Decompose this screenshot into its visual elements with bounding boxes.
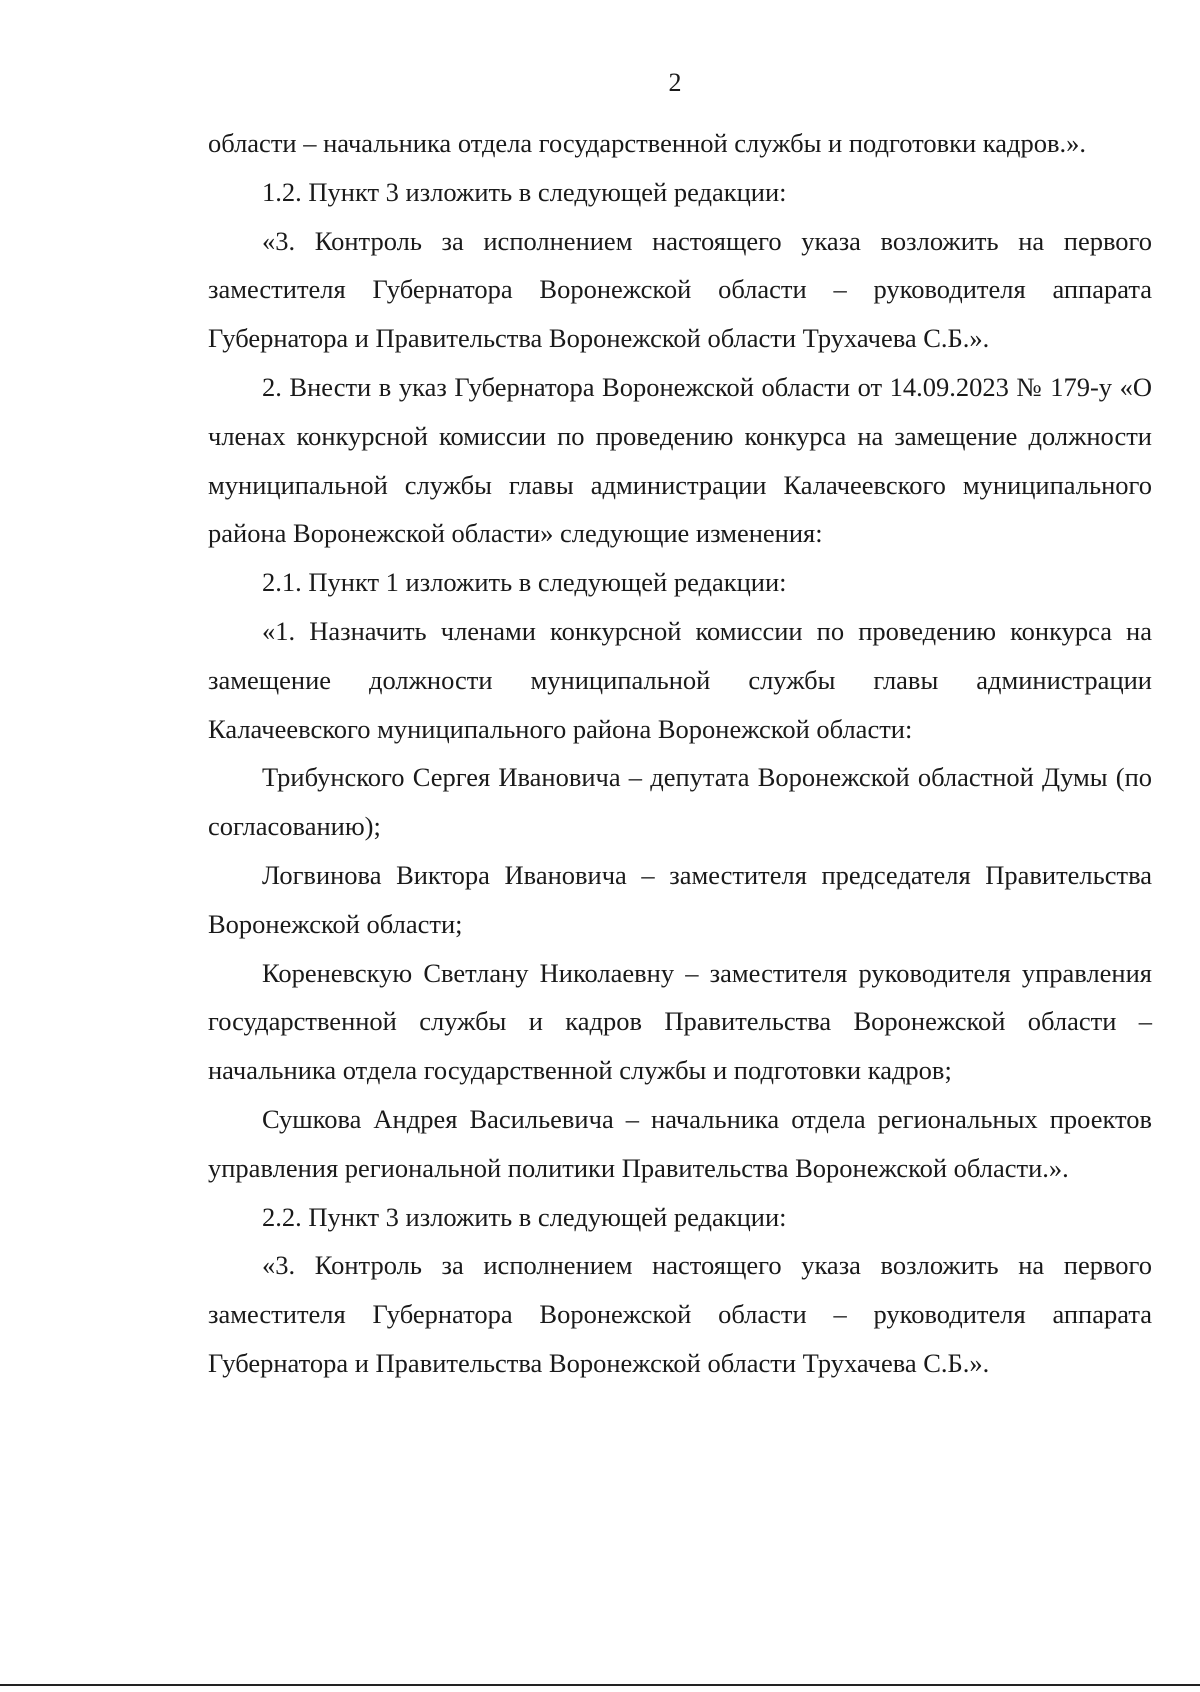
paragraph-2-2-quote: «3. Контроль за исполнением настоящего указа возложить на первого заместителя Губернатора Воронежской области – руководителя аппарата Губернатора и Правительства Воронежской области Трухачева С.Б.». [208, 1250, 1152, 1378]
paragraph-2-2: 2.2. Пункт 3 изложить в следующей редакции: [262, 1201, 787, 1232]
paragraph-continuation: области – начальника отдела государственной службы и подготовки кадров.». [208, 128, 1087, 158]
paragraph-1-2: 1.2. Пункт 3 изложить в следующей редакции: [262, 176, 787, 207]
member-korenevskaya: Кореневскую Светлану Николаевну – заместителя руководителя управления государственной службы и кадров Правительства Воронежской области – начальника отдела государственной службы и подготовки кадров; [208, 957, 1152, 1086]
document-body [208, 119, 1152, 1388]
paragraph-2-1: 2.1. Пункт 1 изложить в следующей редакции: [262, 567, 787, 598]
paragraph-1-2-quote: «3. Контроль за исполнением настоящего указа возложить на первого заместителя Губернатора Воронежской области – руководителя аппарата Губернатора и Правительства Воронежской области Трухачева С.Б.». [208, 225, 1152, 354]
member-tribunsky: Трибунского Сергея Ивановича – депутата Воронежской областной Думы (по согласованию); [208, 762, 1152, 842]
paragraph-2: 2. Внести в указ Губернатора Воронежской области от 14.09.2023 № 179-у «О членах конкурсной комиссии по проведению конкурса на замещение должности муниципальной службы главы администрации Калачеевского муниципального района Воронежской области» следующие изменения: [208, 371, 1152, 549]
page-number: 2 [668, 68, 682, 97]
member-logvinov: Логвинова Виктора Ивановича – заместителя председателя Правительства Воронежской области; [208, 859, 1152, 939]
scan-edge-line [0, 1684, 1200, 1686]
member-sushkov: Сушкова Андрея Васильевича – начальника отдела региональных проектов управления региональной политики Правительства Воронежской области.». [208, 1103, 1152, 1183]
paragraph-2-1-quote: «1. Назначить членами конкурсной комиссии по проведению конкурса на замещение должности муниципальной службы главы администрации Калачеевского муниципального района Воронежской области: [208, 615, 1152, 744]
